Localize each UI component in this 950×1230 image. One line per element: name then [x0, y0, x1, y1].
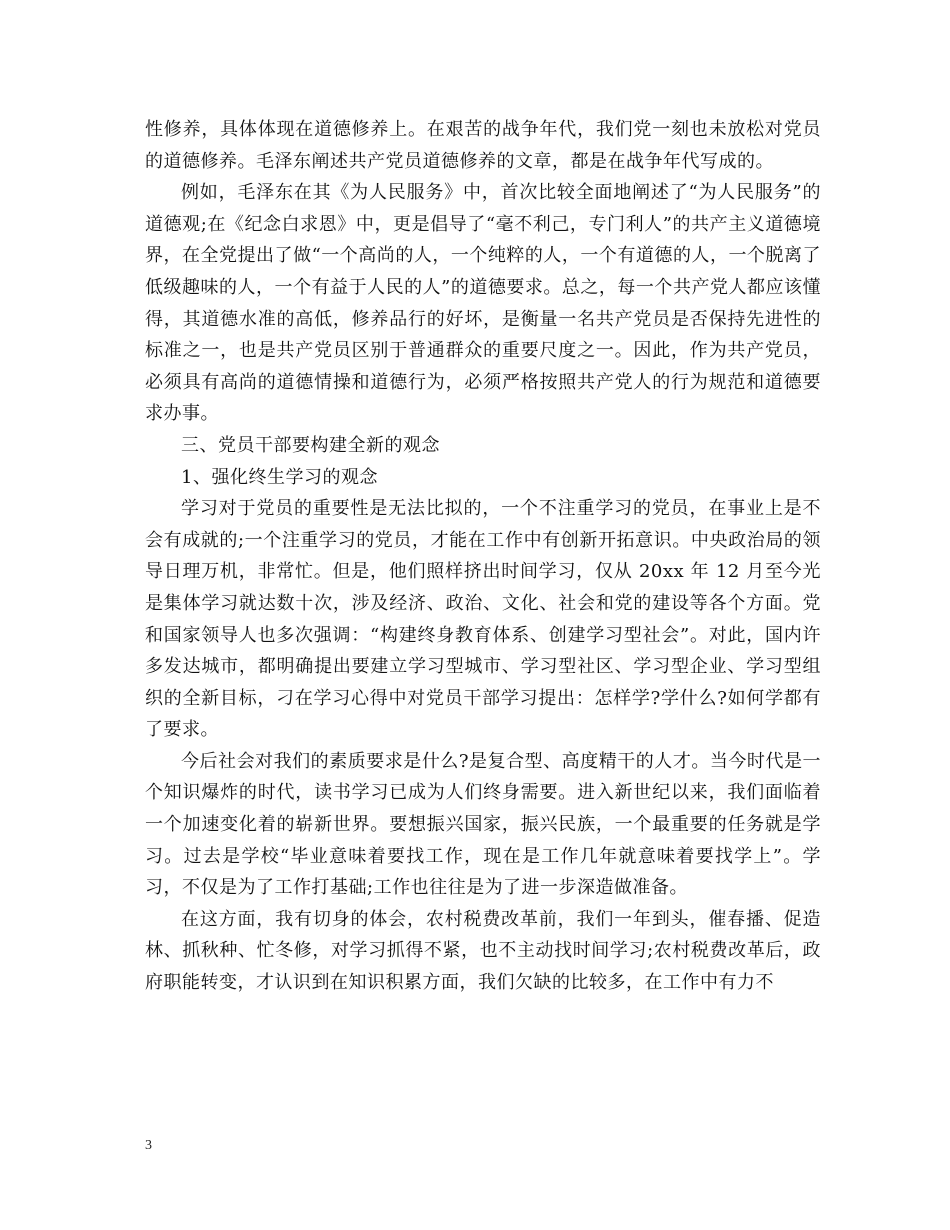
paragraph-5: 在这方面，我有切身的体会，农村税费改革前，我们一年到头，催春播、促造林、抓秋种、忙冬修，对学习抓得不紧，也不主动找时间学习;农村税费改革后，政府职能转变，才认识到在知识积累方面，我们欠缺的比较多，在工作中有力不: [145, 908, 821, 994]
page-number: 3: [145, 1138, 152, 1153]
paragraph-4: 今后社会对我们的素质要求是什么?是复合型、高度精干的人才。当今时代是一个知识爆炸的时代，读书学习已成为人们终身需要。进入新世纪以来，我们面临着一个加速变化着的崭新世界。要想振兴国家，振兴民族，一个最重要的任务就是学习。过去是学校“毕业意味着要找工作，现在是工作几年就意味着要找学上”。学习，不仅是为了工作打基础;工作也往往是为了进一步深造做准备。: [145, 750, 821, 899]
body-text: [145, 114, 821, 999]
section-heading: 三、党员干部要构建全新的观念: [181, 434, 440, 456]
paragraph-1: 性修养，具体体现在道德修养上。在艰苦的战争年代，我们党一刻也未放松对党员的道德修养。毛泽东阐述共产党员道德修养的文章，都是在战争年代写成的。: [145, 119, 821, 172]
paragraph-2: 例如，毛泽东在其《为人民服务》中，首次比较全面地阐述了“为人民服务”的道德观;在《纪念白求恩》中，更是倡导了“毫不利己，专门利人”的共产主义道德境界，在全党提出了做“一个高尚的人，一个纯粹的人，一个有道德的人，一个脱离了低级趣味的人，一个有益于人民的人”的道德要求。总之，每一个共产党人都应该懂得，其道德水准的高低，修养品行的好坏，是衡量一名共产党员是否保持先进性的标准之一，也是共产党员区别于普通群众的重要尺度之一。因此，作为共产党员，必须具有高尚的道德情操和道德行为，必须严格按照共产党人的行为规范和道德要求办事。: [145, 182, 821, 425]
subsection-heading: 1、强化终生学习的观念: [181, 466, 378, 488]
paragraph-3: 学习对于党员的重要性是无法比拟的，一个不注重学习的党员，在事业上是不会有成就的;一个注重学习的党员，才能在工作中有创新开拓意识。中央政治局的领导日理万机，非常忙。但是，他们照样挤出时间学习，仅从 20xx 年 12 月至今光是集体学习就达数十次，涉及经济、政治、文化、社会和党的建设等各个方面。党和国家领导人也多次强调：“构建终身教育体系、创建学习型社会”。对此，国内许多发达城市，都明确提出要建立学习型城市、学习型社区、学习型企业、学习型组织的全新目标，刁在学习心得中对党员干部学习提出：怎样学?学什么?如何学都有了要求。: [145, 498, 821, 741]
